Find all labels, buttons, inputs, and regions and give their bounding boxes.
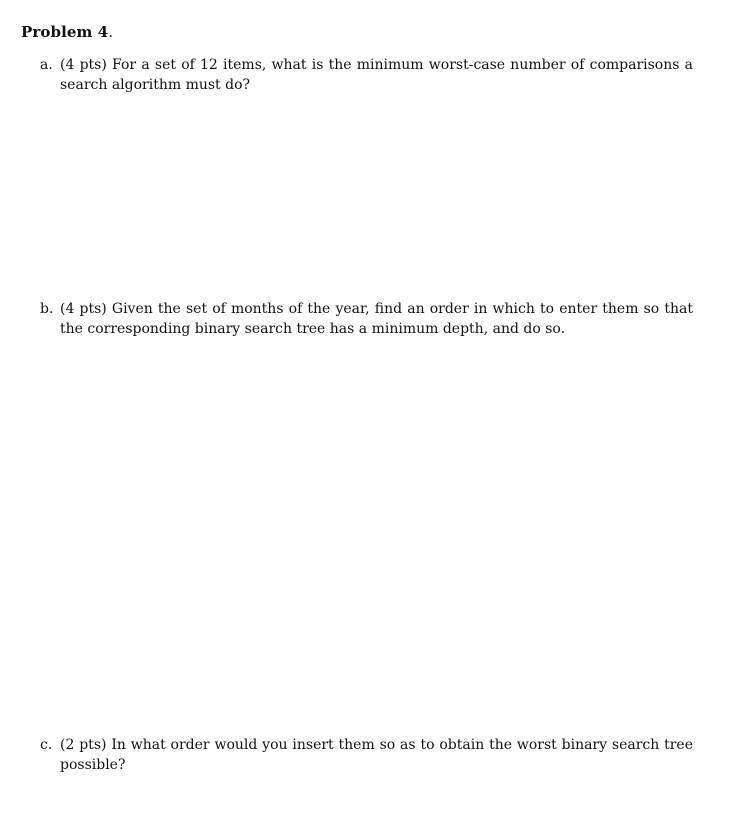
problem-title: Problem 4 bbox=[21, 23, 109, 41]
problem-heading bbox=[21, 23, 113, 41]
question-part-a bbox=[40, 55, 693, 95]
question-part-c bbox=[40, 735, 693, 775]
question-part-b bbox=[40, 299, 693, 339]
answer-space-b bbox=[60, 345, 693, 725]
part-b-text: (4 pts) Given the set of months of the year, find an order in which to enter them so that the corresponding binary search tree has a minimum depth, and do so. bbox=[60, 301, 693, 337]
part-a-text: (4 pts) For a set of 12 items, what is the minimum worst-case number of comparisons a search algorithm must do? bbox=[60, 57, 693, 93]
part-a-label: a. bbox=[40, 57, 53, 73]
answer-space-c bbox=[60, 780, 693, 825]
part-c-label: c. bbox=[40, 737, 53, 753]
part-b-label: b. bbox=[40, 301, 54, 317]
answer-space-a bbox=[60, 100, 693, 290]
part-c-text: (2 pts) In what order would you insert them so as to obtain the worst binary search tree possible? bbox=[60, 737, 693, 773]
problem-title-period: . bbox=[108, 23, 114, 41]
